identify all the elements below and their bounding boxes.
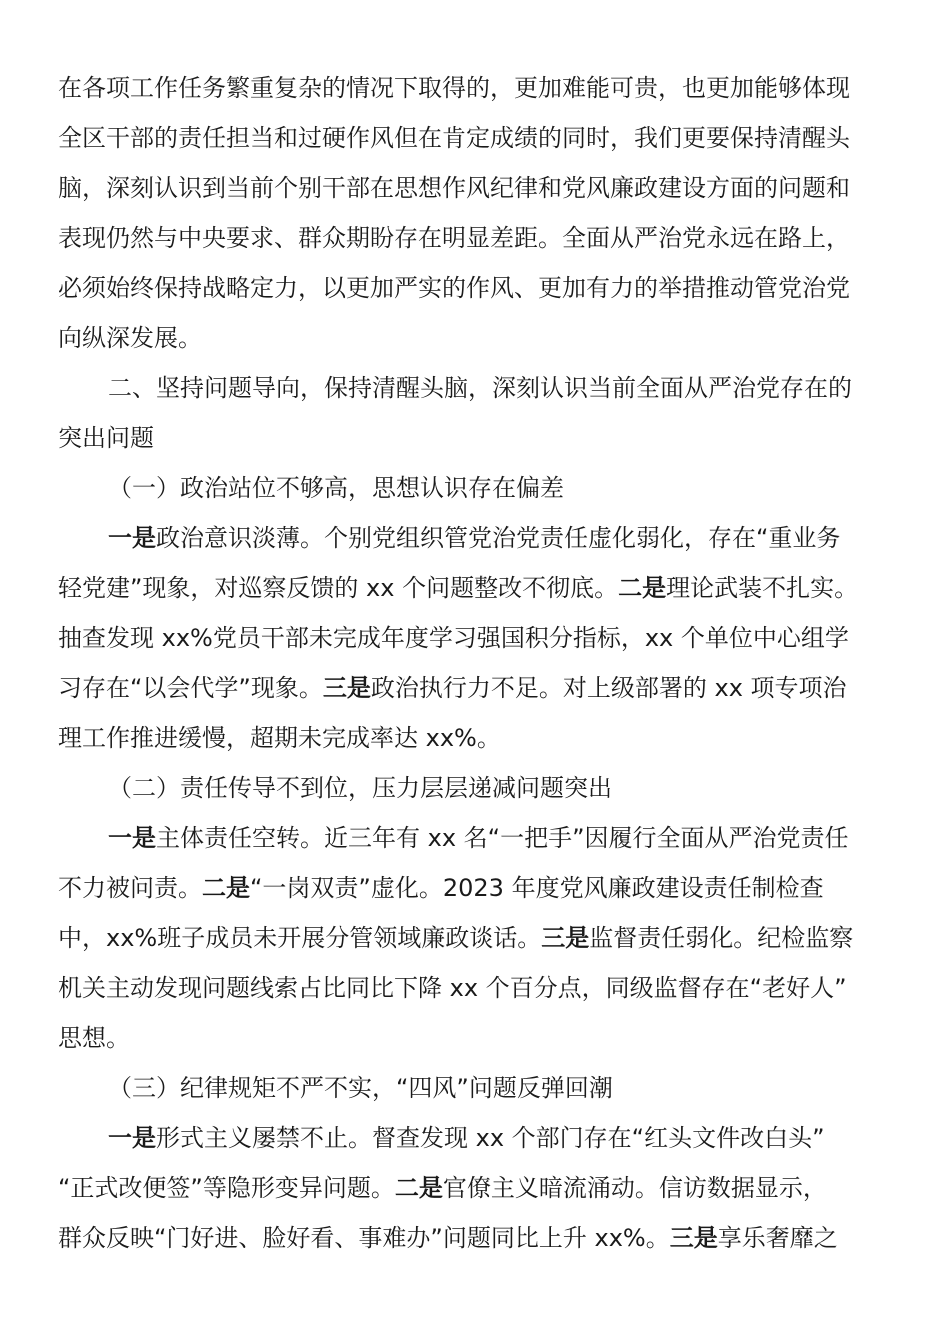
- point-text: 不力被问责。: [58, 874, 202, 902]
- section-title-continued: 突出问题: [58, 424, 154, 452]
- paragraph-line: [58, 1220, 838, 1256]
- subsection-heading: （一）政治站位不够高，思想认识存在偏差: [108, 474, 564, 502]
- paragraph-line: 机关主动发现问题线索占比同比下降 xx 个百分点，同级监督存在“老好人”: [58, 974, 847, 1002]
- point-label: 三是: [541, 924, 590, 952]
- paragraph-line: 脑，深刻认识到当前个别干部在思想作风纪律和党风廉政建设方面的问题和: [58, 174, 850, 202]
- point-text: “一岗双责”虚化。2023 年度党风廉政建设责任制检查: [250, 874, 824, 902]
- point-label: 一是: [108, 1124, 156, 1152]
- section-title: 二、坚持问题导向，保持清醒头脑，深刻认识当前全面从严治党存在的: [108, 374, 852, 402]
- paragraph-line: 思想。: [58, 1024, 130, 1052]
- paragraph-line: 理工作推进缓慢，超期未完成率达 xx%。: [58, 724, 501, 752]
- point-text: 享乐奢靡之: [717, 1224, 838, 1252]
- paragraph-line: 表现仍然与中央要求、群众期盼存在明显差距。全面从严治党永远在路上，: [58, 224, 850, 252]
- paragraph-line: [108, 1120, 825, 1156]
- point-label: 三是: [322, 674, 371, 702]
- point-text: “正式改便签”等隐形变异问题。: [58, 1174, 395, 1202]
- point-label: 一是: [108, 524, 156, 552]
- paragraph-line: [58, 920, 853, 956]
- paragraph-line: [58, 670, 847, 706]
- point-label: 二是: [394, 1174, 443, 1202]
- subsection-heading: （三）纪律规矩不严不实，“四风”问题反弹回潮: [108, 1074, 613, 1102]
- paragraph-line: 全区干部的责任担当和过硬作风但在肯定成绩的同时，我们更要保持清醒头: [58, 124, 850, 152]
- point-label: 二是: [618, 574, 667, 602]
- point-label: 三是: [669, 1224, 718, 1252]
- point-label: 二是: [202, 874, 250, 902]
- point-text: 政治意识淡薄。个别党组织管党治党责任虚化弱化，存在“重业务: [156, 524, 841, 552]
- point-text: 主体责任空转。近三年有 xx 名“一把手”因履行全面从严治党责任: [156, 824, 849, 852]
- paragraph-line: [108, 820, 849, 856]
- paragraph-line: 在各项工作任务繁重复杂的情况下取得的，更加难能可贵，也更加能够体现: [58, 74, 850, 102]
- point-text: 政治执行力不足。对上级部署的 xx 项专项治: [370, 674, 847, 702]
- point-text: 官僚主义暗流涌动。信访数据显示，: [442, 1174, 827, 1202]
- point-label: 一是: [108, 824, 156, 852]
- paragraph-line: [58, 870, 824, 906]
- paragraph-line: [108, 520, 840, 556]
- point-text: 群众反映“门好进、脸好看、事难办”问题同比上升 xx%。: [58, 1224, 670, 1252]
- point-text: 习存在“以会代学”现象。: [58, 674, 323, 702]
- paragraph-line: [58, 1170, 827, 1206]
- paragraph-line: 向纵深发展。: [58, 324, 202, 352]
- paragraph-line: 必须始终保持战略定力，以更加严实的作风、更加有力的举措推动管党治党: [58, 274, 850, 302]
- paragraph-line: [58, 570, 858, 606]
- point-text: 中，xx%班子成员未开展分管领域廉政谈话。: [58, 924, 542, 952]
- point-text: 轻党建”现象，对巡察反馈的 xx 个问题整改不彻底。: [58, 574, 619, 602]
- paragraph-line: 抽查发现 xx%党员干部未完成年度学习强国积分指标，xx 个单位中心组学: [58, 624, 849, 652]
- subsection-heading: （二）责任传导不到位，压力层层递减问题突出: [108, 774, 612, 802]
- point-text: 监督责任弱化。纪检监察: [589, 924, 854, 952]
- point-text: 理论武装不扎实。: [666, 574, 859, 602]
- point-text: 形式主义屡禁不止。督查发现 xx 个部门存在“红头文件改白头”: [156, 1124, 825, 1152]
